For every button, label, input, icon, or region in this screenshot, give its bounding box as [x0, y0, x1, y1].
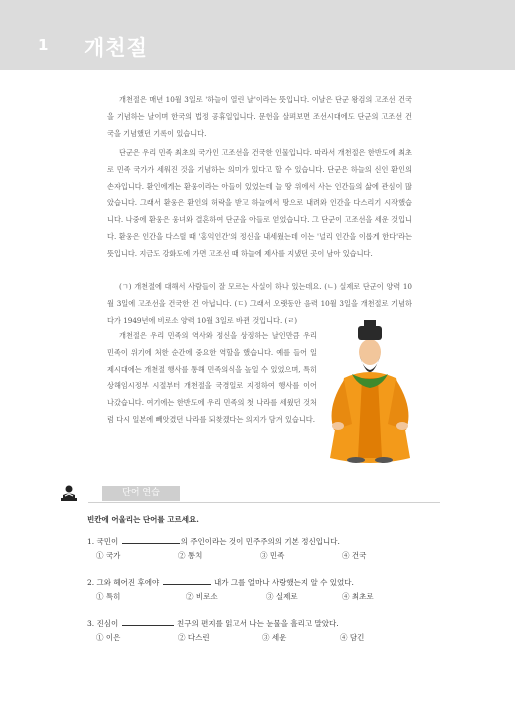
section-divider — [88, 502, 440, 503]
reading-person-icon — [58, 483, 80, 505]
chapter-header — [0, 0, 515, 70]
question-2-after: 내가 그를 얼마나 사랑했는지 알 수 있었다. — [211, 578, 354, 587]
q3-option-4[interactable]: ④ 담긴 — [340, 633, 365, 642]
paragraph-3: (ㄱ) 개천절에 대해서 사람들이 잘 모르는 사실이 하나 있는데요. (ㄴ) 실제로 단군이 양력 10월 3일에 고조선을 건국한 건 아닙니다. (ㄷ) 그래서 오랫동안 음력 10월 3일을 개천절로 기념하다가 1949년에 비로소 양력 10월 3일로 바뀐 것입니다. (ㄹ) — [107, 282, 412, 325]
vocab-tab: 단어 연습 — [102, 486, 180, 501]
question-1-before: 1. 국민이 — [87, 537, 121, 546]
question-2-before: 2. 그와 헤어진 후에야 — [87, 578, 162, 587]
q2-option-2[interactable]: ② 비로소 — [186, 592, 218, 601]
q3-option-3[interactable]: ③ 세운 — [262, 633, 287, 642]
question-3-after: 친구의 편지를 읽고서 나는 눈물을 흘리고 말았다. — [174, 619, 339, 628]
paragraph-4: 개천절은 우리 민족의 역사와 정신을 상징하는 날인만큼 우리 민족이 위기에 처한 순간에 중요한 역할을 했습니다. 예를 들어 일제시대에는 개천절 행사를 통해 민족의식을 높일 수 있었으며, 특히 상해임시정부 시절부터 개천절을 국경일로 지정하여 행사를 이어 나갔습니다. 여기에는 한반도에 우리 민족의 첫 나라를 세웠던 것처럼 다시 일본에 빼앗겼던 나라를 되찾겠다는 의지가 담겨 있습니다. — [107, 331, 317, 424]
paragraph-2: 단군은 우리 민족 최초의 국가인 고조선을 건국한 인물입니다. 따라서 개천절은 한반도에 최초로 민족 국가가 세워진 것을 기념하는 의미가 있다고 할 수 있습니다. 단군은 하늘의 신인 환인의 손자입니다. 환인에게는 환웅이라는 아들이 있었는데 늘 땅 위에서 사는 인간들의 삶에 관심이 많았습니다. 그래서 환웅은 환인의 허락을 받고 하늘에서 땅으로 내려와 인간을 다스리기 시작했습니다. 나중에 환웅은 웅녀와 결혼하여 단군을 아들로 얻었습니다. 그 단군이 고조선을 세운 것입니다. 환웅은 인간을 다스릴 때 '홍익인간'의 정신을 내세웠는데 이는 '널리 인간을 이롭게 한다'라는 뜻입니다. 지금도 강화도에 가면 고조선 때 하늘에 제사를 지냈던 곳이 남아 있습니다. — [107, 148, 412, 258]
question-1-after: 의 주인이라는 것이 민주주의의 기본 정신입니다. — [180, 537, 340, 546]
question-3 — [87, 618, 339, 629]
dangun-portrait-illustration — [322, 318, 418, 468]
paragraph-1: 개천절은 매년 10월 3일로 '하늘이 열린 날'이라는 뜻입니다. 이날은 단군 왕검의 고조선 건국을 기념하는 날이며 한국의 법정 공휴일입니다. 문헌을 살펴보면 조선시대에도 단군의 고조선 건국을 기념했던 기록이 있습니다. — [107, 95, 412, 138]
chapter-number: 1 — [38, 36, 49, 54]
vocab-instruction: 빈칸에 어울리는 단어를 고르세요. — [87, 515, 199, 524]
question-3-blank[interactable] — [122, 618, 174, 626]
q1-option-1[interactable]: ① 국가 — [96, 551, 121, 560]
question-2 — [87, 577, 354, 588]
q2-option-3[interactable]: ③ 실제로 — [266, 592, 298, 601]
q3-option-1[interactable]: ① 이은 — [96, 633, 121, 642]
q1-option-3[interactable]: ③ 민족 — [260, 551, 285, 560]
q2-option-4[interactable]: ④ 최초로 — [342, 592, 374, 601]
question-3-before: 3. 진심이 — [87, 619, 121, 628]
question-2-blank[interactable] — [163, 577, 211, 585]
q2-option-1[interactable]: ① 특히 — [96, 592, 121, 601]
question-1-blank[interactable] — [122, 536, 180, 544]
chapter-title: 개천절 — [84, 36, 148, 60]
question-1 — [87, 536, 340, 547]
q3-option-2[interactable]: ② 다스린 — [178, 633, 210, 642]
q1-option-2[interactable]: ② 통치 — [178, 551, 203, 560]
q1-option-4[interactable]: ④ 건국 — [342, 551, 367, 560]
